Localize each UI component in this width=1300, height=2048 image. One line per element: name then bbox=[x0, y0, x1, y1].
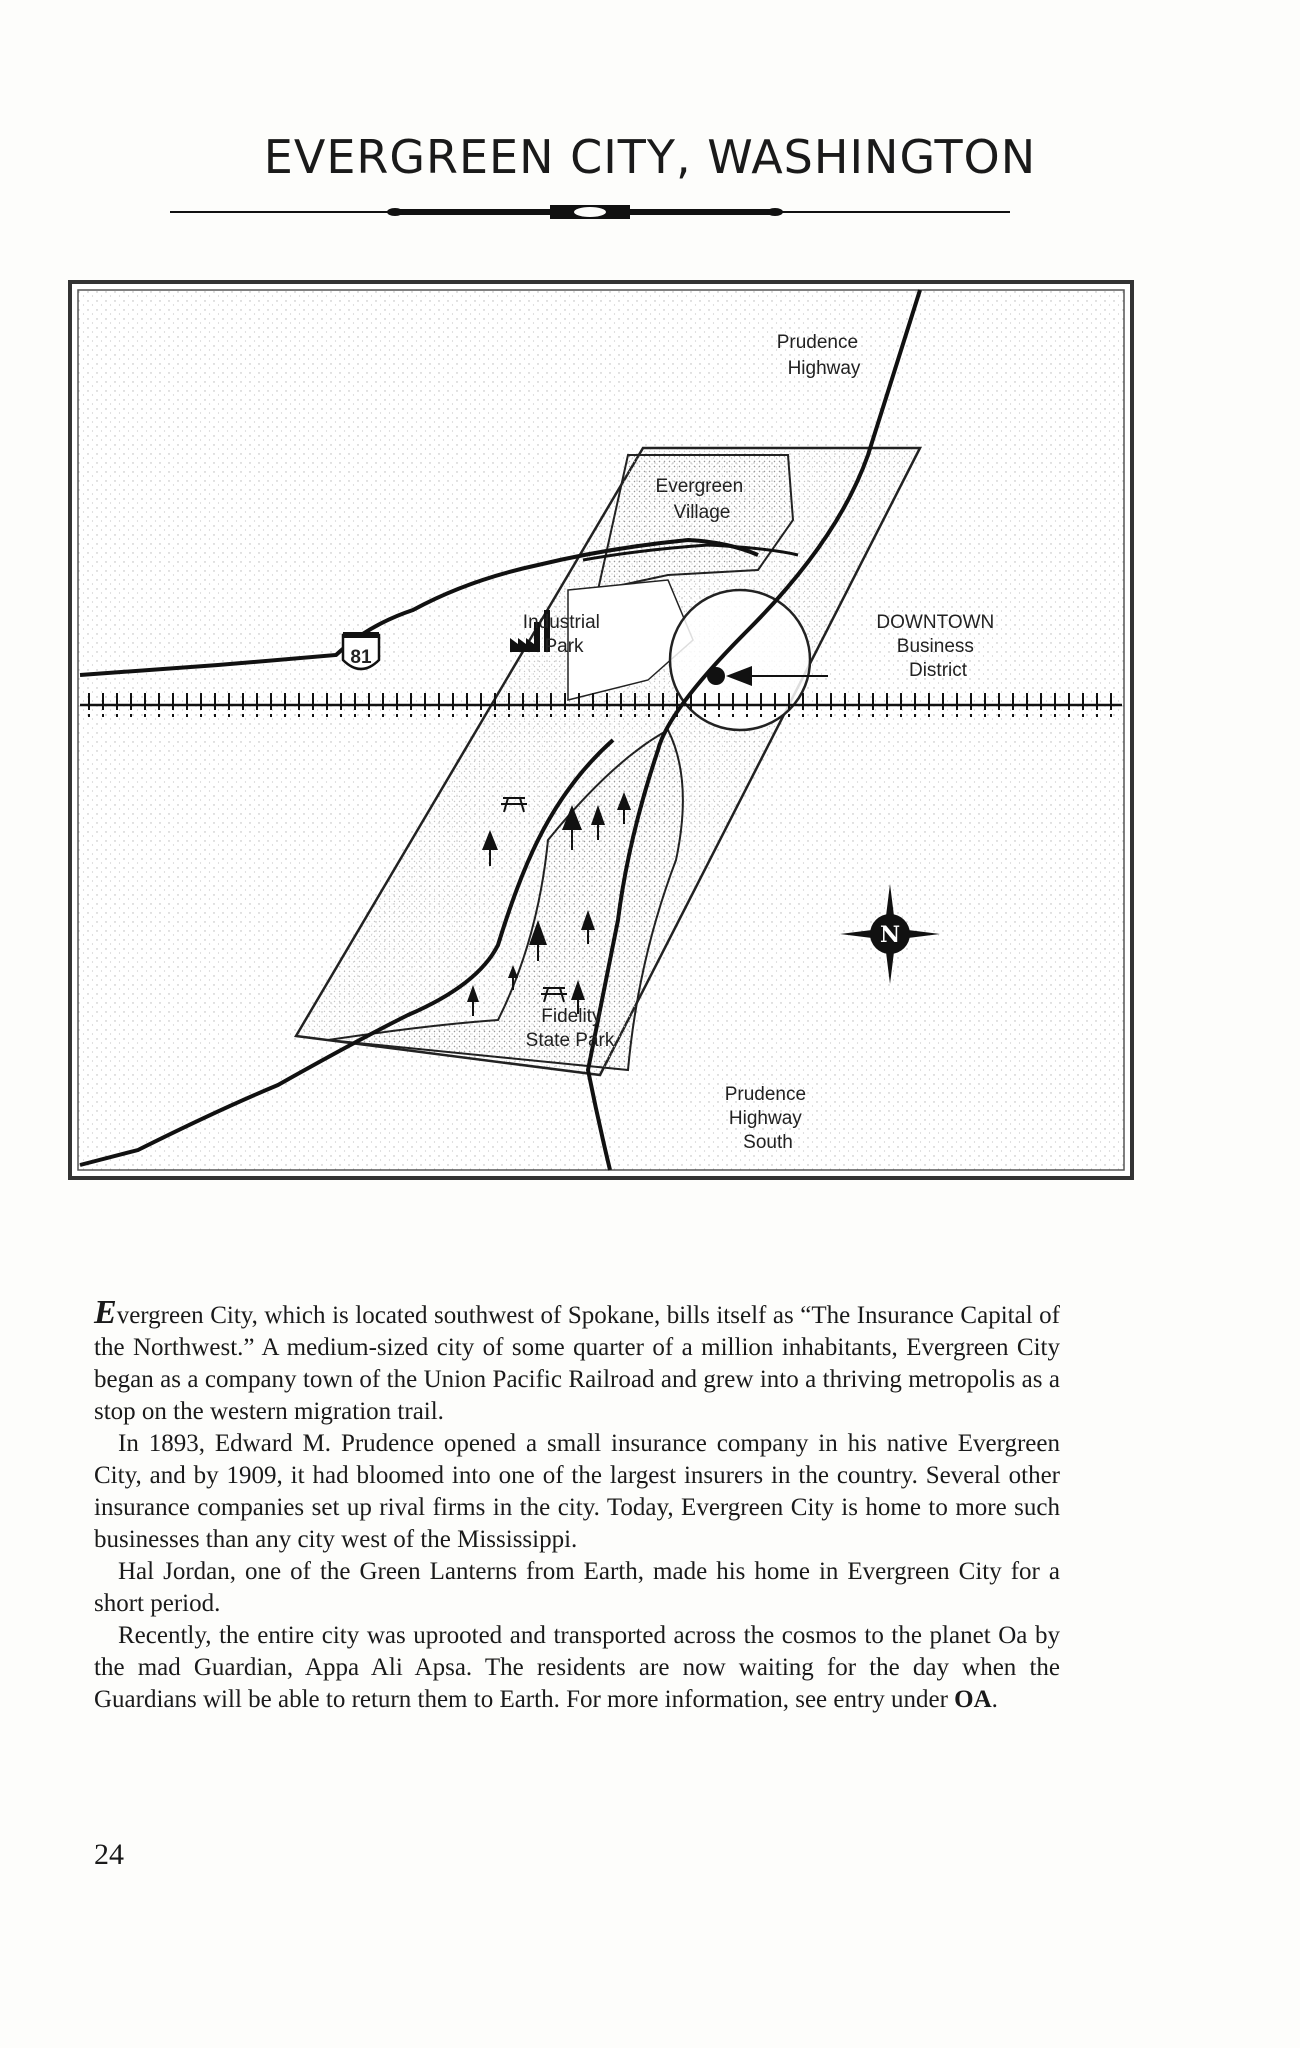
city-map bbox=[68, 280, 1134, 1180]
interstate-81-shield bbox=[343, 632, 379, 669]
railroad bbox=[80, 693, 1122, 717]
paragraph-4: Recently, the entire city was uprooted and transported across the cosmos to the planet Oa by the mad Guardian, Appa Ali Apsa. The residents are now waiting for the day when the Guardians will be able to return them to Earth. For more information, see entry under OA. bbox=[94, 1622, 1060, 1713]
page-number: 24 bbox=[94, 1838, 124, 1871]
page-title: EVERGREEN CITY, WASHINGTON bbox=[263, 130, 1037, 184]
label-prudence-highway-south: Prudence Highway South bbox=[724, 1084, 807, 1153]
interstate-81-shield-text: 81 bbox=[350, 647, 372, 668]
label-fidelity-state-park: Fidelity State Park bbox=[525, 1006, 615, 1051]
drop-cap: E bbox=[94, 1294, 117, 1331]
paragraph-2: In 1893, Edward M. Prudence opened a small insurance company in his native Evergreen City, and by 1909, it had bloomed into one of the largest insurers in the country. Several other insurance companies set up rival firms in the city. Today, Evergreen City is home to more such businesses than any city west of the Mississippi. bbox=[94, 1430, 1060, 1553]
paragraph-1: Evergreen City, which is located southwest of Spokane, bills itself as “The Insurance Capital of the Northwest.” A medium-sized city of some quarter of a million inhabitants, Evergreen City began as a company town of the Union Pacific Railroad and grew into a thriving metropolis as a stop on the western migration trail. bbox=[94, 1294, 1060, 1425]
compass-letter: N bbox=[879, 922, 901, 948]
label-prudence-highway: Prudence Highway bbox=[776, 332, 861, 379]
article-body bbox=[94, 1294, 1060, 1716]
title-divider bbox=[170, 200, 1010, 224]
label-industrial-park: Industrial Park bbox=[522, 612, 600, 657]
label-evergreen-village: Evergreen Village bbox=[655, 476, 744, 523]
cross-reference-oa: OA bbox=[954, 1686, 992, 1713]
paragraph-3: Hal Jordan, one of the Green Lanterns from Earth, made his home in Evergreen City for a short period. bbox=[94, 1558, 1060, 1617]
label-downtown: DOWNTOWN Business District bbox=[876, 612, 995, 681]
